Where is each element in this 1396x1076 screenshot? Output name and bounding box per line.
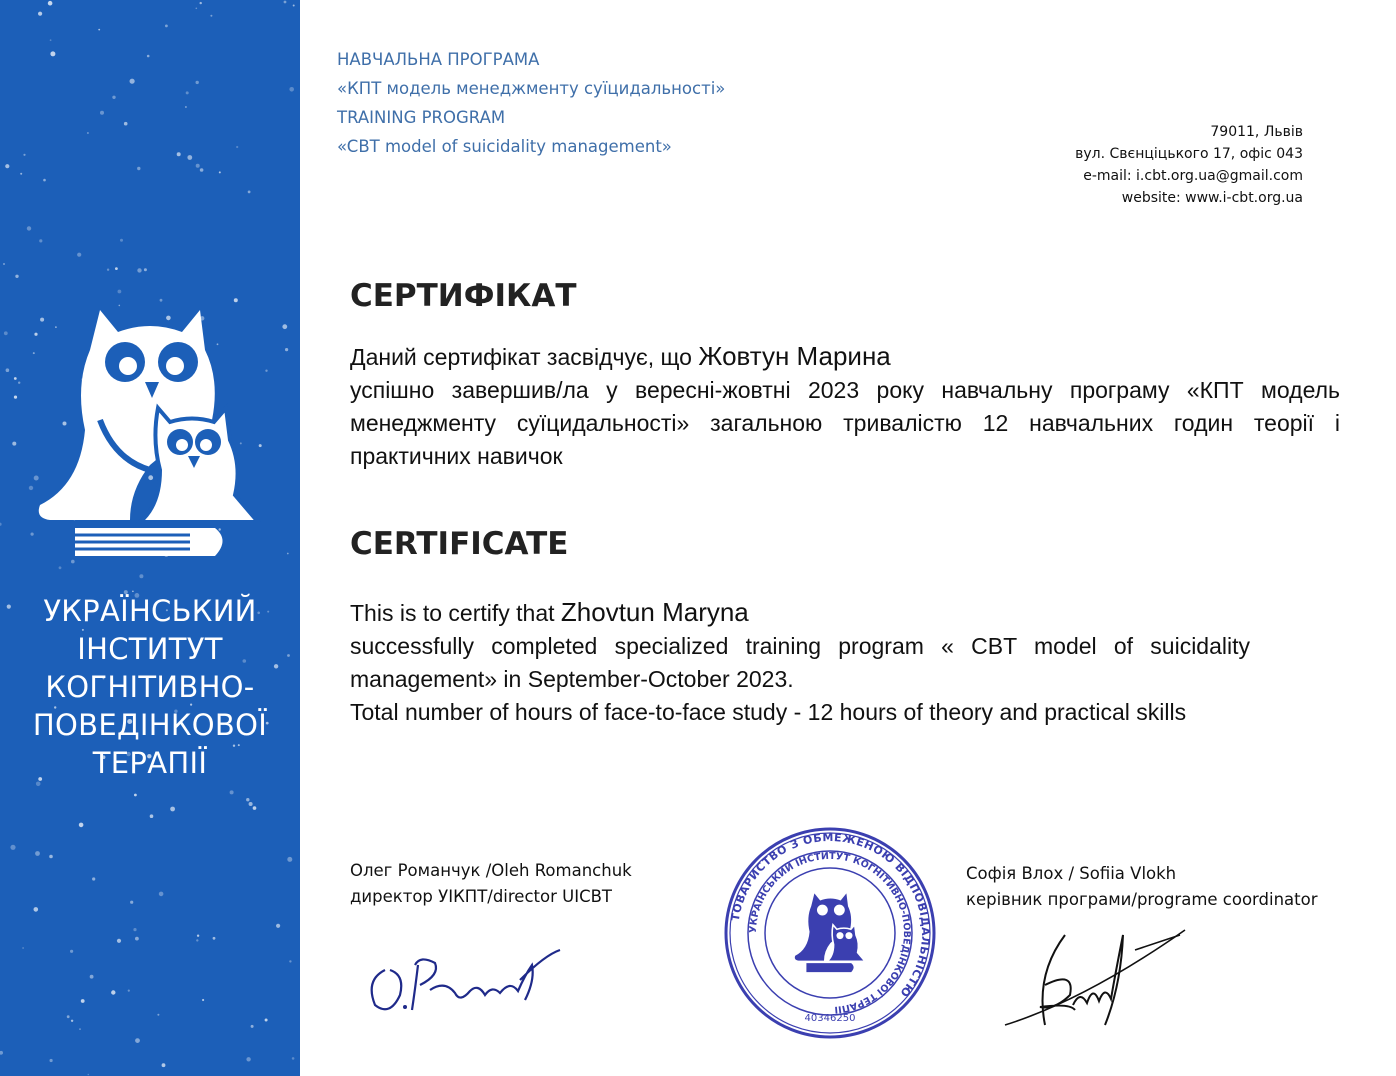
program-label-en: TRAINING PROGRAM: [337, 108, 506, 127]
director-name: Олег Романчук /Oleh Romanchuk: [350, 861, 632, 880]
certify-hours-en: Total number of hours of face-to-face study - 12 hours of theory and practical skills: [350, 699, 1187, 725]
coordinator-name: Софія Влох / Sofiia Vlokh: [966, 864, 1177, 883]
address-email: e-mail: i.cbt.org.ua@gmail.com: [1083, 168, 1303, 184]
stamp-inner-text: УКРАЇНСЬКИЙ ІНСТИТУТ КОГНІТИВНО-ПОВЕДІНКОВОЇ ТЕРАПІЇ: [747, 850, 913, 1015]
certificate-title-ua: СЕРТИФІКАТ: [350, 278, 577, 314]
coordinator-role: керівник програми/programe coordinator: [966, 890, 1318, 909]
program-label-ua: НАВЧАЛЬНА ПРОГРАМА: [337, 50, 540, 69]
institute-name-line: ІНСТИТУТ: [77, 632, 223, 666]
institute-name-line: ТЕРАПІЇ: [92, 746, 208, 780]
institute-stamp: [722, 825, 938, 1041]
director-signature: [360, 925, 570, 1025]
institute-name-line: ПОВЕДІНКОВОЇ: [32, 708, 268, 742]
recipient-name-ua: Жовтун Марина: [698, 341, 891, 371]
sidebar: [0, 0, 300, 1076]
institute-name: [0, 592, 300, 782]
certify-intro-ua: Даний сертифікат засвідчує, що: [350, 344, 692, 370]
stamp-outer-text: ТОВАРИСТВО З ОБМЕЖЕНОЮ ВІДПОВІДАЛЬНІСТЮ: [728, 830, 933, 1000]
certify-intro-en: This is to certify that: [350, 600, 555, 626]
recipient-name-en: Zhovtun Maryna: [560, 597, 749, 627]
institute-name-line: УКРАЇНСЬКИЙ: [43, 594, 257, 628]
certify-text-en: successfully completed specialized training program « CBT model of suicidality management» in September-October 2023.: [350, 633, 1250, 692]
institute-name-line: КОГНІТИВНО-: [45, 670, 255, 704]
signatory-director: [350, 858, 632, 910]
contact-address: [1075, 121, 1303, 209]
program-title-ua: «КПТ модель менеджменту суїцидальності»: [337, 79, 726, 98]
coordinator-signature: [995, 915, 1195, 1040]
program-header: [337, 45, 725, 161]
address-city: 79011, Львів: [1210, 124, 1303, 140]
director-role: директор УІКПТ/director UICBT: [350, 887, 612, 906]
address-website: website: www.i-cbt.org.ua: [1121, 190, 1303, 206]
signatory-coordinator: [966, 861, 1318, 913]
owl-logo-icon: [30, 290, 270, 580]
program-title-en: «CBT model of suicidality management»: [337, 137, 672, 156]
certificate-body-en: [350, 596, 1340, 729]
certificate-body-ua: [350, 340, 1340, 473]
certificate-title-en: CERTIFICATE: [350, 526, 569, 562]
address-street: вул. Свєнціцького 17, офіс 043: [1075, 146, 1303, 162]
certify-text-ua: успішно завершив/ла у вересні-жовтні 2023 року навчальну програму «КПТ модель менеджменту суїцидальності» загальною тривалістю 12 навчальних годин теорії і практичних навичок: [350, 377, 1340, 469]
stamp-code: 40346250: [804, 1013, 856, 1024]
